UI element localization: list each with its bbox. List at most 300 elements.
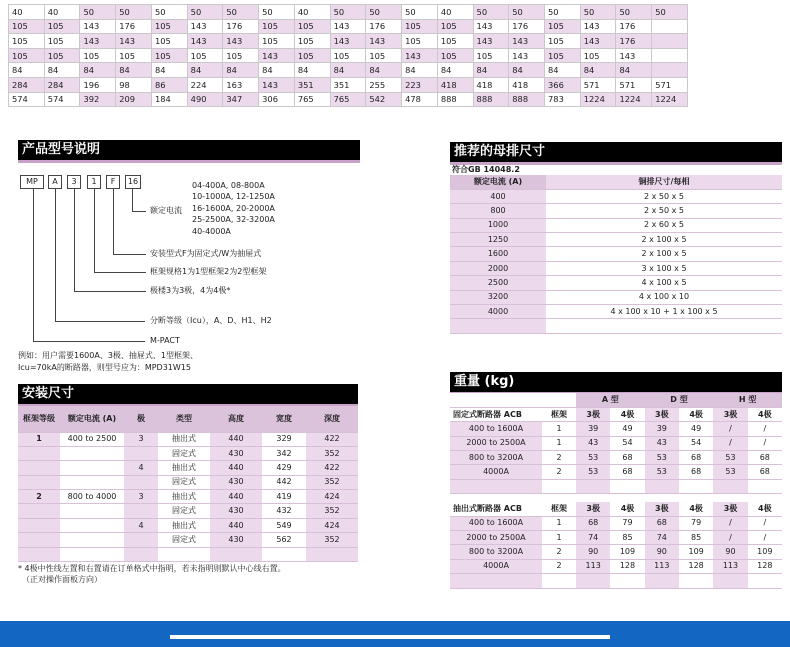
install-cell: 3 bbox=[124, 432, 158, 446]
weight-cell: 68 bbox=[748, 451, 782, 465]
busbar-current: 3200 bbox=[450, 290, 546, 304]
weight-row bbox=[450, 545, 782, 559]
weight-spacer-cell bbox=[610, 494, 644, 502]
weight-head: 4极 bbox=[748, 502, 782, 516]
weight-cell: / bbox=[713, 422, 747, 436]
busbar-row bbox=[450, 204, 782, 218]
install-cell: 352 bbox=[306, 504, 358, 518]
install-cell bbox=[60, 446, 124, 460]
top-cell: 40 bbox=[44, 5, 80, 20]
top-cell: 223 bbox=[402, 77, 438, 92]
weight-cell: 2 bbox=[542, 465, 576, 479]
top-cell: 105 bbox=[294, 34, 330, 49]
weight-head-row bbox=[450, 407, 782, 421]
top-cell: 105 bbox=[9, 34, 45, 49]
weight-head: 抽出式断路器 ACB bbox=[450, 502, 542, 516]
weight-type: H 型 bbox=[713, 393, 782, 407]
weight-cell: 4000A bbox=[450, 465, 542, 479]
install-cell bbox=[124, 446, 158, 460]
top-cell: 84 bbox=[473, 63, 509, 78]
install-cell: 440 bbox=[210, 461, 262, 475]
install-cell bbox=[124, 533, 158, 547]
top-cell: 84 bbox=[223, 63, 259, 78]
top-cell: 50 bbox=[366, 5, 402, 20]
top-cell: 105 bbox=[294, 48, 330, 63]
install-row bbox=[18, 432, 358, 446]
top-cell: 143 bbox=[402, 48, 438, 63]
weight-cell: 90 bbox=[645, 545, 679, 559]
top-cell: 40 bbox=[294, 5, 330, 20]
weight-cell: 68 bbox=[679, 465, 713, 479]
top-cell: 366 bbox=[545, 77, 581, 92]
top-cell: 176 bbox=[223, 19, 259, 34]
top-cell: 1224 bbox=[616, 92, 652, 107]
weight-head: 4极 bbox=[610, 407, 644, 421]
install-cell: 424 bbox=[306, 490, 358, 504]
top-cell: 143 bbox=[330, 34, 366, 49]
install-row bbox=[18, 533, 358, 547]
top-cell: 86 bbox=[151, 77, 187, 92]
top-cell: 143 bbox=[116, 34, 152, 49]
top-cell: 84 bbox=[509, 63, 545, 78]
banner-stroke bbox=[170, 635, 610, 647]
top-cell: 105 bbox=[580, 48, 616, 63]
top-cell: 50 bbox=[80, 5, 116, 20]
install-cell bbox=[60, 461, 124, 475]
install-cell: 429 bbox=[262, 461, 306, 475]
weight-cell: 85 bbox=[610, 531, 644, 545]
top-cell: 1224 bbox=[652, 92, 688, 107]
install-cell bbox=[60, 518, 124, 532]
install-cell: 4 bbox=[124, 461, 158, 475]
top-cell: 105 bbox=[402, 34, 438, 49]
install-section-title: 安装尺寸 bbox=[18, 384, 358, 404]
top-cell: 418 bbox=[509, 77, 545, 92]
top-cell: 255 bbox=[366, 77, 402, 92]
install-note-2: （正对操作面板方向） bbox=[22, 575, 102, 584]
top-cell: 306 bbox=[259, 92, 295, 107]
weight-cell: 2 bbox=[542, 451, 576, 465]
install-row bbox=[18, 504, 358, 518]
current-opt: 40-4000A bbox=[192, 226, 231, 236]
install-head: 高度 bbox=[210, 406, 262, 432]
top-cell: 105 bbox=[44, 19, 80, 34]
top-cell: 888 bbox=[437, 92, 473, 107]
line-current bbox=[132, 189, 133, 211]
weight-head: 3极 bbox=[713, 502, 747, 516]
weight-row bbox=[450, 531, 782, 545]
weight-spacer-cell bbox=[645, 494, 679, 502]
top-cell: 40 bbox=[9, 5, 45, 20]
current-opt: 10-1000A, 12-1250A bbox=[192, 192, 275, 202]
top-cell: 98 bbox=[116, 77, 152, 92]
top-cell: 143 bbox=[366, 34, 402, 49]
weight-empty bbox=[679, 479, 713, 493]
top-cell: 574 bbox=[44, 92, 80, 107]
top-cell: 84 bbox=[151, 63, 187, 78]
weight-cell: 2 bbox=[542, 559, 576, 573]
weight-cell: 1 bbox=[542, 436, 576, 450]
install-head-row bbox=[18, 406, 358, 432]
code-box-3: 3 bbox=[67, 175, 81, 189]
top-cell: 284 bbox=[44, 77, 80, 92]
install-head: 框架等级 bbox=[18, 406, 60, 432]
top-cell: 105 bbox=[437, 19, 473, 34]
weight-empty bbox=[450, 479, 542, 493]
weight-cell: 43 bbox=[576, 436, 610, 450]
current-opt: 16-1600A, 20-2000A bbox=[192, 203, 275, 213]
busbar-row bbox=[450, 276, 782, 290]
weight-cell: 39 bbox=[576, 422, 610, 436]
weight-type-row bbox=[450, 393, 782, 407]
install-cell: 440 bbox=[210, 432, 262, 446]
weight-spacer-cell bbox=[542, 494, 576, 502]
weight-cell: / bbox=[748, 531, 782, 545]
weight-head: 4极 bbox=[679, 407, 713, 421]
top-cell bbox=[652, 19, 688, 34]
top-cell: 84 bbox=[366, 63, 402, 78]
weight-cell: 43 bbox=[645, 436, 679, 450]
install-cell bbox=[18, 446, 60, 460]
install-desc: 安装型式F为固定式/W为抽屉式 bbox=[150, 249, 262, 258]
top-cell: 105 bbox=[9, 48, 45, 63]
install-table bbox=[18, 406, 358, 562]
install-cell bbox=[262, 547, 306, 561]
busbar-row bbox=[450, 290, 782, 304]
top-cell: 50 bbox=[473, 5, 509, 20]
weight-empty bbox=[679, 574, 713, 588]
weight-cell: 400 to 1600A bbox=[450, 516, 542, 530]
install-cell: 固定式 bbox=[158, 446, 210, 460]
weight-cell: 128 bbox=[748, 559, 782, 573]
busbar-size: 2 x 60 x 5 bbox=[546, 218, 782, 232]
busbar-current: 2500 bbox=[450, 276, 546, 290]
install-cell: 固定式 bbox=[158, 475, 210, 489]
install-head: 深度 bbox=[306, 406, 358, 432]
top-cell: 351 bbox=[294, 77, 330, 92]
busbar-size: 2 x 100 x 5 bbox=[546, 233, 782, 247]
top-cell: 84 bbox=[9, 63, 45, 78]
install-head: 极 bbox=[124, 406, 158, 432]
top-cell: 143 bbox=[80, 19, 116, 34]
top-cell: 105 bbox=[473, 48, 509, 63]
top-cell: 84 bbox=[545, 63, 581, 78]
install-cell: 422 bbox=[306, 432, 358, 446]
current-opt: 04-400A, 08-800A bbox=[192, 181, 265, 190]
top-cell: 50 bbox=[116, 5, 152, 20]
busbar-section-title: 推荐的母排尺寸 bbox=[450, 142, 782, 162]
weight-cell: 53 bbox=[576, 465, 610, 479]
weight-section-title: 重量 (kg) bbox=[450, 372, 782, 392]
install-cell bbox=[124, 504, 158, 518]
weight-cell: 53 bbox=[645, 465, 679, 479]
install-cell: 2 bbox=[18, 490, 60, 504]
line-install bbox=[113, 189, 114, 254]
top-cell: 105 bbox=[437, 48, 473, 63]
weight-empty bbox=[542, 479, 576, 493]
install-cell bbox=[18, 518, 60, 532]
install-cell: 342 bbox=[262, 446, 306, 460]
top-dimension-table bbox=[8, 4, 688, 107]
install-cell: 800 to 4000 bbox=[60, 490, 124, 504]
top-row bbox=[9, 34, 688, 49]
weight-head: 框架 bbox=[542, 502, 576, 516]
weight-cell: 90 bbox=[576, 545, 610, 559]
top-cell: 84 bbox=[187, 63, 223, 78]
weight-cell: 2000 to 2500A bbox=[450, 436, 542, 450]
weight-cell: 113 bbox=[713, 559, 747, 573]
top-cell: 888 bbox=[473, 92, 509, 107]
install-row bbox=[18, 518, 358, 532]
top-cell: 184 bbox=[151, 92, 187, 107]
weight-cell: 49 bbox=[679, 422, 713, 436]
busbar-head-row bbox=[450, 175, 782, 189]
busbar-size: 4 x 100 x 10 + 1 x 100 x 5 bbox=[546, 305, 782, 319]
busbar-current: 4000 bbox=[450, 305, 546, 319]
install-row bbox=[18, 547, 358, 561]
weight-head: 3极 bbox=[713, 407, 747, 421]
weight-head: 4极 bbox=[610, 502, 644, 516]
line-current-h bbox=[132, 211, 146, 212]
busbar-size: 4 x 100 x 10 bbox=[546, 290, 782, 304]
top-cell: 143 bbox=[473, 34, 509, 49]
top-row bbox=[9, 92, 688, 107]
weight-empty-row bbox=[450, 574, 782, 588]
top-cell: 418 bbox=[473, 77, 509, 92]
weight-row bbox=[450, 436, 782, 450]
top-cell: 105 bbox=[44, 34, 80, 49]
weight-cell: 68 bbox=[679, 451, 713, 465]
top-cell: 50 bbox=[151, 5, 187, 20]
weight-empty bbox=[645, 574, 679, 588]
top-cell: 84 bbox=[402, 63, 438, 78]
install-head: 宽度 bbox=[262, 406, 306, 432]
top-cell: 176 bbox=[616, 19, 652, 34]
top-cell: 105 bbox=[366, 48, 402, 63]
weight-blank bbox=[450, 393, 542, 407]
weight-cell: 400 to 1600A bbox=[450, 422, 542, 436]
weight-row bbox=[450, 422, 782, 436]
install-cell: 442 bbox=[262, 475, 306, 489]
weight-cell: 79 bbox=[610, 516, 644, 530]
weight-empty bbox=[610, 479, 644, 493]
top-cell: 105 bbox=[545, 34, 581, 49]
weight-cell: 74 bbox=[576, 531, 610, 545]
busbar-current: 400 bbox=[450, 189, 546, 203]
top-row bbox=[9, 48, 688, 63]
weight-empty bbox=[610, 574, 644, 588]
top-cell: 347 bbox=[223, 92, 259, 107]
install-cell: 430 bbox=[210, 475, 262, 489]
weight-cell: 109 bbox=[679, 545, 713, 559]
weight-cell: 53 bbox=[713, 451, 747, 465]
install-cell: 549 bbox=[262, 518, 306, 532]
current-options bbox=[192, 180, 275, 237]
top-cell: 84 bbox=[116, 63, 152, 78]
busbar-head-size: 铜排尺寸/每相 bbox=[546, 175, 782, 189]
top-cell: 783 bbox=[545, 92, 581, 107]
install-cell: 430 bbox=[210, 504, 262, 518]
weight-cell: / bbox=[713, 516, 747, 530]
weight-spacer bbox=[450, 494, 782, 502]
install-cell: 352 bbox=[306, 475, 358, 489]
top-cell: 50 bbox=[616, 5, 652, 20]
top-cell: 196 bbox=[80, 77, 116, 92]
weight-cell: 68 bbox=[610, 465, 644, 479]
top-row bbox=[9, 63, 688, 78]
weight-head: 3极 bbox=[576, 502, 610, 516]
weight-cell: 90 bbox=[713, 545, 747, 559]
weight-cell: 68 bbox=[576, 516, 610, 530]
top-cell: 105 bbox=[545, 19, 581, 34]
top-row bbox=[9, 77, 688, 92]
top-cell: 105 bbox=[44, 48, 80, 63]
install-cell bbox=[124, 547, 158, 561]
top-cell: 50 bbox=[330, 5, 366, 20]
install-cell bbox=[18, 504, 60, 518]
top-cell: 105 bbox=[116, 48, 152, 63]
install-cell: 3 bbox=[124, 490, 158, 504]
install-cell: 329 bbox=[262, 432, 306, 446]
weight-cell: 128 bbox=[679, 559, 713, 573]
weight-cell: 49 bbox=[610, 422, 644, 436]
install-cell: 562 bbox=[262, 533, 306, 547]
install-cell: 固定式 bbox=[158, 504, 210, 518]
weight-empty bbox=[748, 574, 782, 588]
weight-cell: / bbox=[713, 531, 747, 545]
top-cell: 571 bbox=[580, 77, 616, 92]
busbar-current: 800 bbox=[450, 204, 546, 218]
weight-row bbox=[450, 559, 782, 573]
install-cell: 1 bbox=[18, 432, 60, 446]
top-cell: 765 bbox=[294, 92, 330, 107]
top-cell: 105 bbox=[437, 34, 473, 49]
top-cell: 105 bbox=[402, 19, 438, 34]
install-cell: 抽出式 bbox=[158, 432, 210, 446]
top-cell: 143 bbox=[187, 34, 223, 49]
weight-head: 框架 bbox=[542, 407, 576, 421]
code-box-f: F bbox=[106, 175, 120, 189]
weight-cell: / bbox=[748, 436, 782, 450]
top-cell: 105 bbox=[151, 19, 187, 34]
line-install-h bbox=[113, 254, 146, 255]
top-cell: 105 bbox=[187, 48, 223, 63]
weight-cell: 68 bbox=[748, 465, 782, 479]
busbar-row bbox=[450, 247, 782, 261]
install-cell: 400 to 2500 bbox=[60, 432, 124, 446]
busbar-row bbox=[450, 261, 782, 275]
bottom-banner bbox=[0, 621, 790, 647]
series-desc: M-PACT bbox=[150, 336, 180, 345]
example-line-2: Icu=70kA的断路器，则型号应为：MPD31W15 bbox=[18, 363, 191, 372]
busbar-size: 2 x 50 x 5 bbox=[546, 189, 782, 203]
weight-head: 4极 bbox=[679, 502, 713, 516]
weight-cell: 1 bbox=[542, 516, 576, 530]
top-cell: 50 bbox=[402, 5, 438, 20]
busbar-table bbox=[450, 175, 782, 334]
top-cell: 84 bbox=[437, 63, 473, 78]
weight-empty-row bbox=[450, 479, 782, 493]
install-cell bbox=[18, 461, 60, 475]
install-cell bbox=[60, 533, 124, 547]
weight-row bbox=[450, 451, 782, 465]
busbar-head-current: 额定电流 (A) bbox=[450, 175, 546, 189]
weight-cell: 85 bbox=[679, 531, 713, 545]
code-box-1: 1 bbox=[87, 175, 101, 189]
weight-cell: 109 bbox=[610, 545, 644, 559]
line-frame-h bbox=[94, 272, 146, 273]
line-poles-h bbox=[74, 291, 146, 292]
weight-cell: 54 bbox=[679, 436, 713, 450]
top-cell: 284 bbox=[9, 77, 45, 92]
top-cell: 143 bbox=[509, 34, 545, 49]
install-head: 类型 bbox=[158, 406, 210, 432]
top-cell: 176 bbox=[366, 19, 402, 34]
top-cell: 50 bbox=[187, 5, 223, 20]
busbar-current: 1600 bbox=[450, 247, 546, 261]
install-cell: 352 bbox=[306, 446, 358, 460]
top-cell: 418 bbox=[437, 77, 473, 92]
weight-cell: 113 bbox=[576, 559, 610, 573]
weight-cell: 113 bbox=[645, 559, 679, 573]
weight-cell: 4000A bbox=[450, 559, 542, 573]
weight-empty bbox=[713, 479, 747, 493]
weight-spacer-cell bbox=[713, 494, 747, 502]
top-cell: 143 bbox=[616, 48, 652, 63]
top-cell: 105 bbox=[545, 48, 581, 63]
weight-table bbox=[450, 393, 782, 589]
weight-spacer-cell bbox=[576, 494, 610, 502]
top-cell: 50 bbox=[652, 5, 688, 20]
poles-desc: 极楼3为3极，4为4极* bbox=[150, 286, 231, 295]
top-cell: 176 bbox=[616, 34, 652, 49]
weight-head: 3极 bbox=[576, 407, 610, 421]
top-cell: 84 bbox=[80, 63, 116, 78]
install-row bbox=[18, 461, 358, 475]
top-cell: 50 bbox=[545, 5, 581, 20]
install-note-1: * 4极中性线左置和右置请在订单格式中指明，若未指明则默认中心线右置。 bbox=[18, 564, 286, 573]
top-cell bbox=[652, 48, 688, 63]
busbar-empty bbox=[450, 319, 546, 333]
top-cell: 84 bbox=[44, 63, 80, 78]
install-cell bbox=[124, 475, 158, 489]
install-cell: 430 bbox=[210, 446, 262, 460]
install-cell: 422 bbox=[306, 461, 358, 475]
weight-head: 3极 bbox=[645, 407, 679, 421]
busbar-standard: 符合GB 14048.2 bbox=[452, 165, 520, 174]
top-cell: 163 bbox=[223, 77, 259, 92]
install-cell: 424 bbox=[306, 518, 358, 532]
install-cell bbox=[60, 547, 124, 561]
weight-empty bbox=[542, 574, 576, 588]
busbar-row bbox=[450, 189, 782, 203]
top-cell: 143 bbox=[330, 19, 366, 34]
code-box-16: 16 bbox=[125, 175, 141, 189]
install-cell bbox=[18, 547, 60, 561]
top-cell: 105 bbox=[9, 19, 45, 34]
weight-empty bbox=[576, 479, 610, 493]
top-cell: 105 bbox=[259, 34, 295, 49]
top-cell: 571 bbox=[616, 77, 652, 92]
top-row bbox=[9, 19, 688, 34]
code-box-a: A bbox=[48, 175, 62, 189]
top-cell: 765 bbox=[330, 92, 366, 107]
weight-empty bbox=[576, 574, 610, 588]
top-cell: 50 bbox=[509, 5, 545, 20]
busbar-current: 2000 bbox=[450, 261, 546, 275]
top-cell: 143 bbox=[259, 77, 295, 92]
top-cell: 50 bbox=[223, 5, 259, 20]
